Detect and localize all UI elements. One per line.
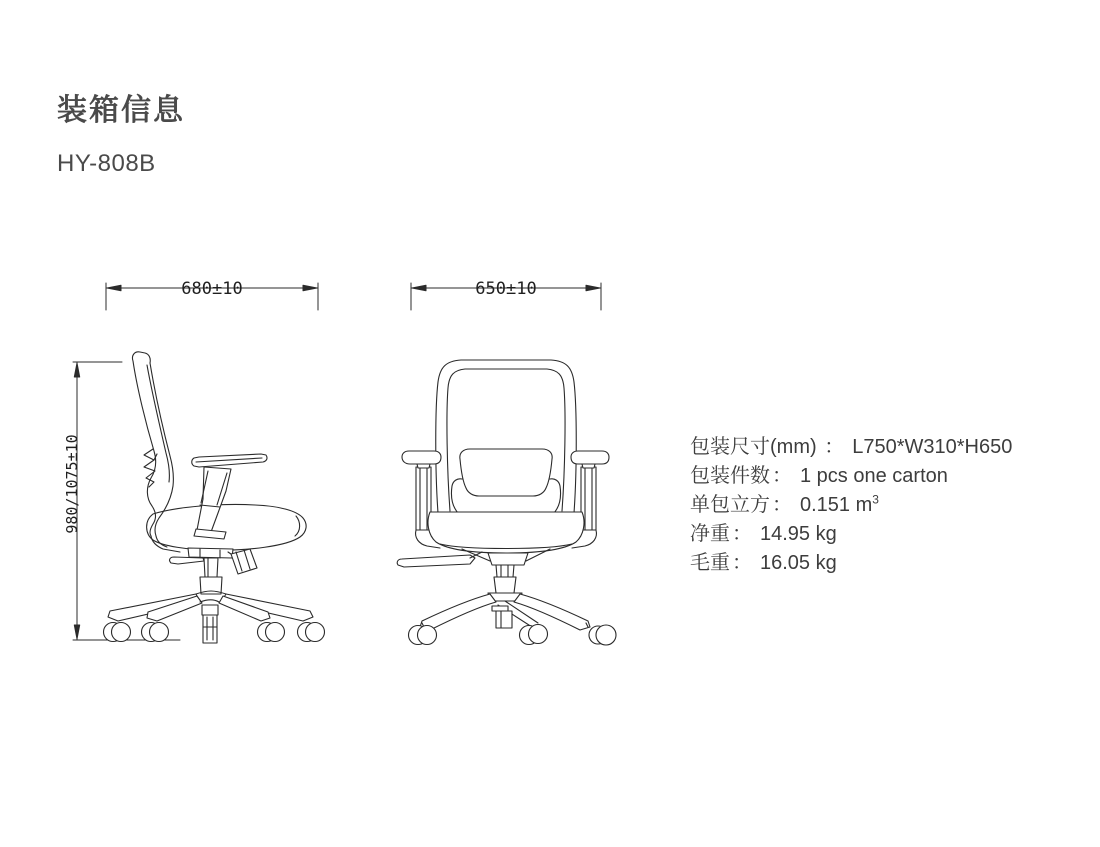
spec-row-gross-weight bbox=[690, 549, 1012, 578]
model-number: HY-808B bbox=[57, 150, 156, 177]
spec-row-net-weight bbox=[690, 520, 1012, 549]
spec-label: 包装件数 bbox=[690, 465, 770, 487]
side-view-height-dimension bbox=[73, 362, 180, 640]
spec-value: L750*W310*H650 bbox=[852, 436, 1013, 458]
chair-side-view bbox=[104, 352, 325, 643]
chair-front-view bbox=[397, 360, 616, 645]
spec-colon: ： bbox=[824, 436, 845, 458]
spec-value: 0.151 m bbox=[800, 494, 873, 516]
front-view-width-label: 650±10 bbox=[475, 279, 537, 299]
spec-row-package-count bbox=[690, 462, 1012, 491]
packing-drawing bbox=[50, 255, 670, 655]
spec-row-package-size bbox=[690, 433, 1012, 462]
spec-value: 14.95 kg bbox=[760, 523, 837, 545]
technical-drawing-svg bbox=[50, 255, 670, 655]
page-title: 装箱信息 bbox=[57, 94, 185, 127]
spec-row-package-volume bbox=[690, 491, 1012, 520]
spec-value: 1 pcs one carton bbox=[800, 465, 948, 487]
spec-label: 毛重 bbox=[690, 552, 730, 574]
spec-colon: ： bbox=[772, 465, 792, 487]
side-view-height-label: 980/1075±10 bbox=[63, 434, 81, 534]
spec-label: 净重 bbox=[690, 523, 730, 545]
spec-colon: ： bbox=[732, 523, 752, 545]
spec-colon: ： bbox=[732, 552, 752, 574]
packing-spec-list bbox=[690, 433, 1012, 578]
spec-value: 16.05 kg bbox=[760, 552, 837, 574]
spec-value-sup: 3 bbox=[872, 492, 879, 507]
side-view-width-label: 680±10 bbox=[181, 279, 243, 299]
spec-label: 单包立方 bbox=[690, 494, 770, 516]
spec-label: 包装尺寸(mm) bbox=[690, 436, 823, 458]
spec-colon: ： bbox=[772, 494, 792, 516]
